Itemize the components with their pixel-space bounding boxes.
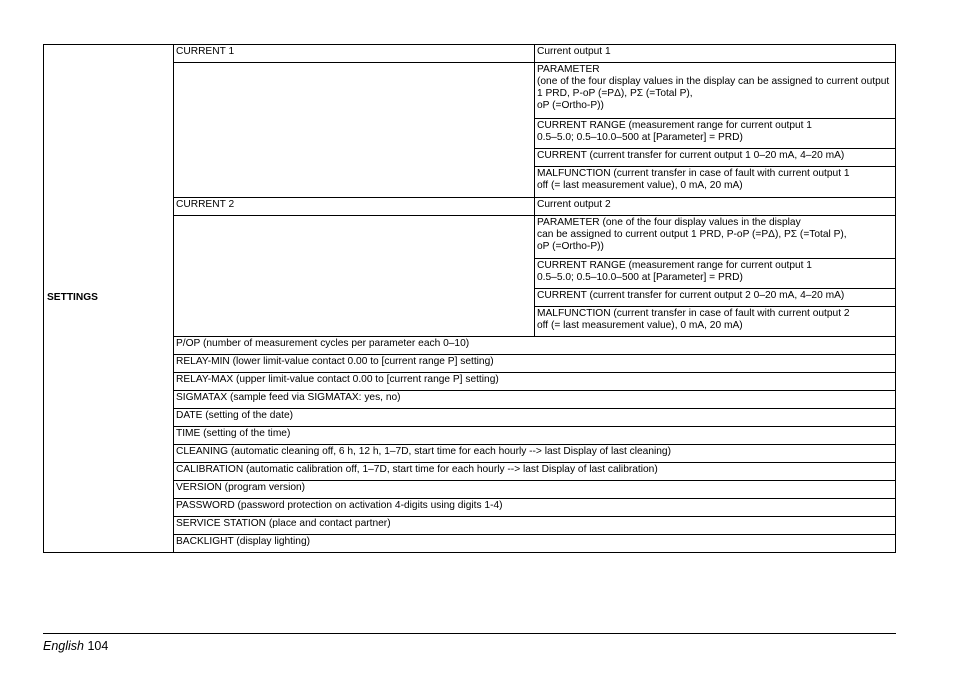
current1-parameter: PARAMETER (one of the four display values in the display can be assigned to current output 1 PRD, P-oP (=PΔ), PΣ (=Total P), oP (=Ortho-P)): [535, 63, 896, 119]
setting-backlight: BACKLIGHT (display lighting): [174, 535, 896, 553]
current1-description: Current output 1: [535, 45, 896, 63]
current2-parameter: PARAMETER (one of the four display values in the display can be assigned to current output 1 PRD, P-oP (=PΔ), PΣ (=Total P), oP (=Ortho-P)): [535, 216, 896, 259]
setting-calibration: CALIBRATION (automatic calibration off, 1–7D, start time for each hourly --> last Display of last calibration): [174, 463, 896, 481]
setting-password: PASSWORD (password protection on activation 4-digits using digits 1-4): [174, 499, 896, 517]
current2-current: CURRENT (current transfer for current output 2 0–20 mA, 4–20 mA): [535, 289, 896, 307]
current1-empty-cell: [174, 63, 535, 198]
current2-malfunction: MALFUNCTION (current transfer in case of fault with current output 2 off (= last measurement value), 0 mA, 20 mA): [535, 307, 896, 337]
current2-name: CURRENT 2: [174, 198, 535, 216]
current1-range: CURRENT RANGE (measurement range for current output 1 0.5–5.0; 0.5–10.0–500 at [Parameter] = PRD): [535, 119, 896, 149]
current2-empty-cell: [174, 216, 535, 337]
settings-table: [43, 44, 896, 553]
setting-version: VERSION (program version): [174, 481, 896, 499]
setting-sigmatax: SIGMATAX (sample feed via SIGMATAX: yes, no): [174, 391, 896, 409]
setting-service-station: SERVICE STATION (place and contact partner): [174, 517, 896, 535]
page-footer: [43, 639, 108, 653]
setting-relay-min: RELAY-MIN (lower limit-value contact 0.00 to [current range P] setting): [174, 355, 896, 373]
setting-pop: P/OP (number of measurement cycles per parameter each 0–10): [174, 337, 896, 355]
current1-current: CURRENT (current transfer for current output 1 0–20 mA, 4–20 mA): [535, 149, 896, 167]
setting-time: TIME (setting of the time): [174, 427, 896, 445]
setting-cleaning: CLEANING (automatic cleaning off, 6 h, 12 h, 1–7D, start time for each hourly --> last Display of last cleaning): [174, 445, 896, 463]
setting-relay-max: RELAY-MAX (upper limit-value contact 0.00 to [current range P] setting): [174, 373, 896, 391]
current1-malfunction: MALFUNCTION (current transfer in case of fault with current output 1 off (= last measurement value), 0 mA, 20 mA): [535, 167, 896, 198]
table-row: [44, 45, 896, 63]
current2-description: Current output 2: [535, 198, 896, 216]
section-label: SETTINGS: [44, 45, 174, 553]
setting-date: DATE (setting of the date): [174, 409, 896, 427]
current1-name: CURRENT 1: [174, 45, 535, 63]
footer-language: English: [43, 639, 84, 653]
footer-divider: [43, 633, 896, 634]
current2-range: CURRENT RANGE (measurement range for current output 1 0.5–5.0; 0.5–10.0–500 at [Parameter] = PRD): [535, 259, 896, 289]
footer-page-number: 104: [87, 639, 109, 653]
